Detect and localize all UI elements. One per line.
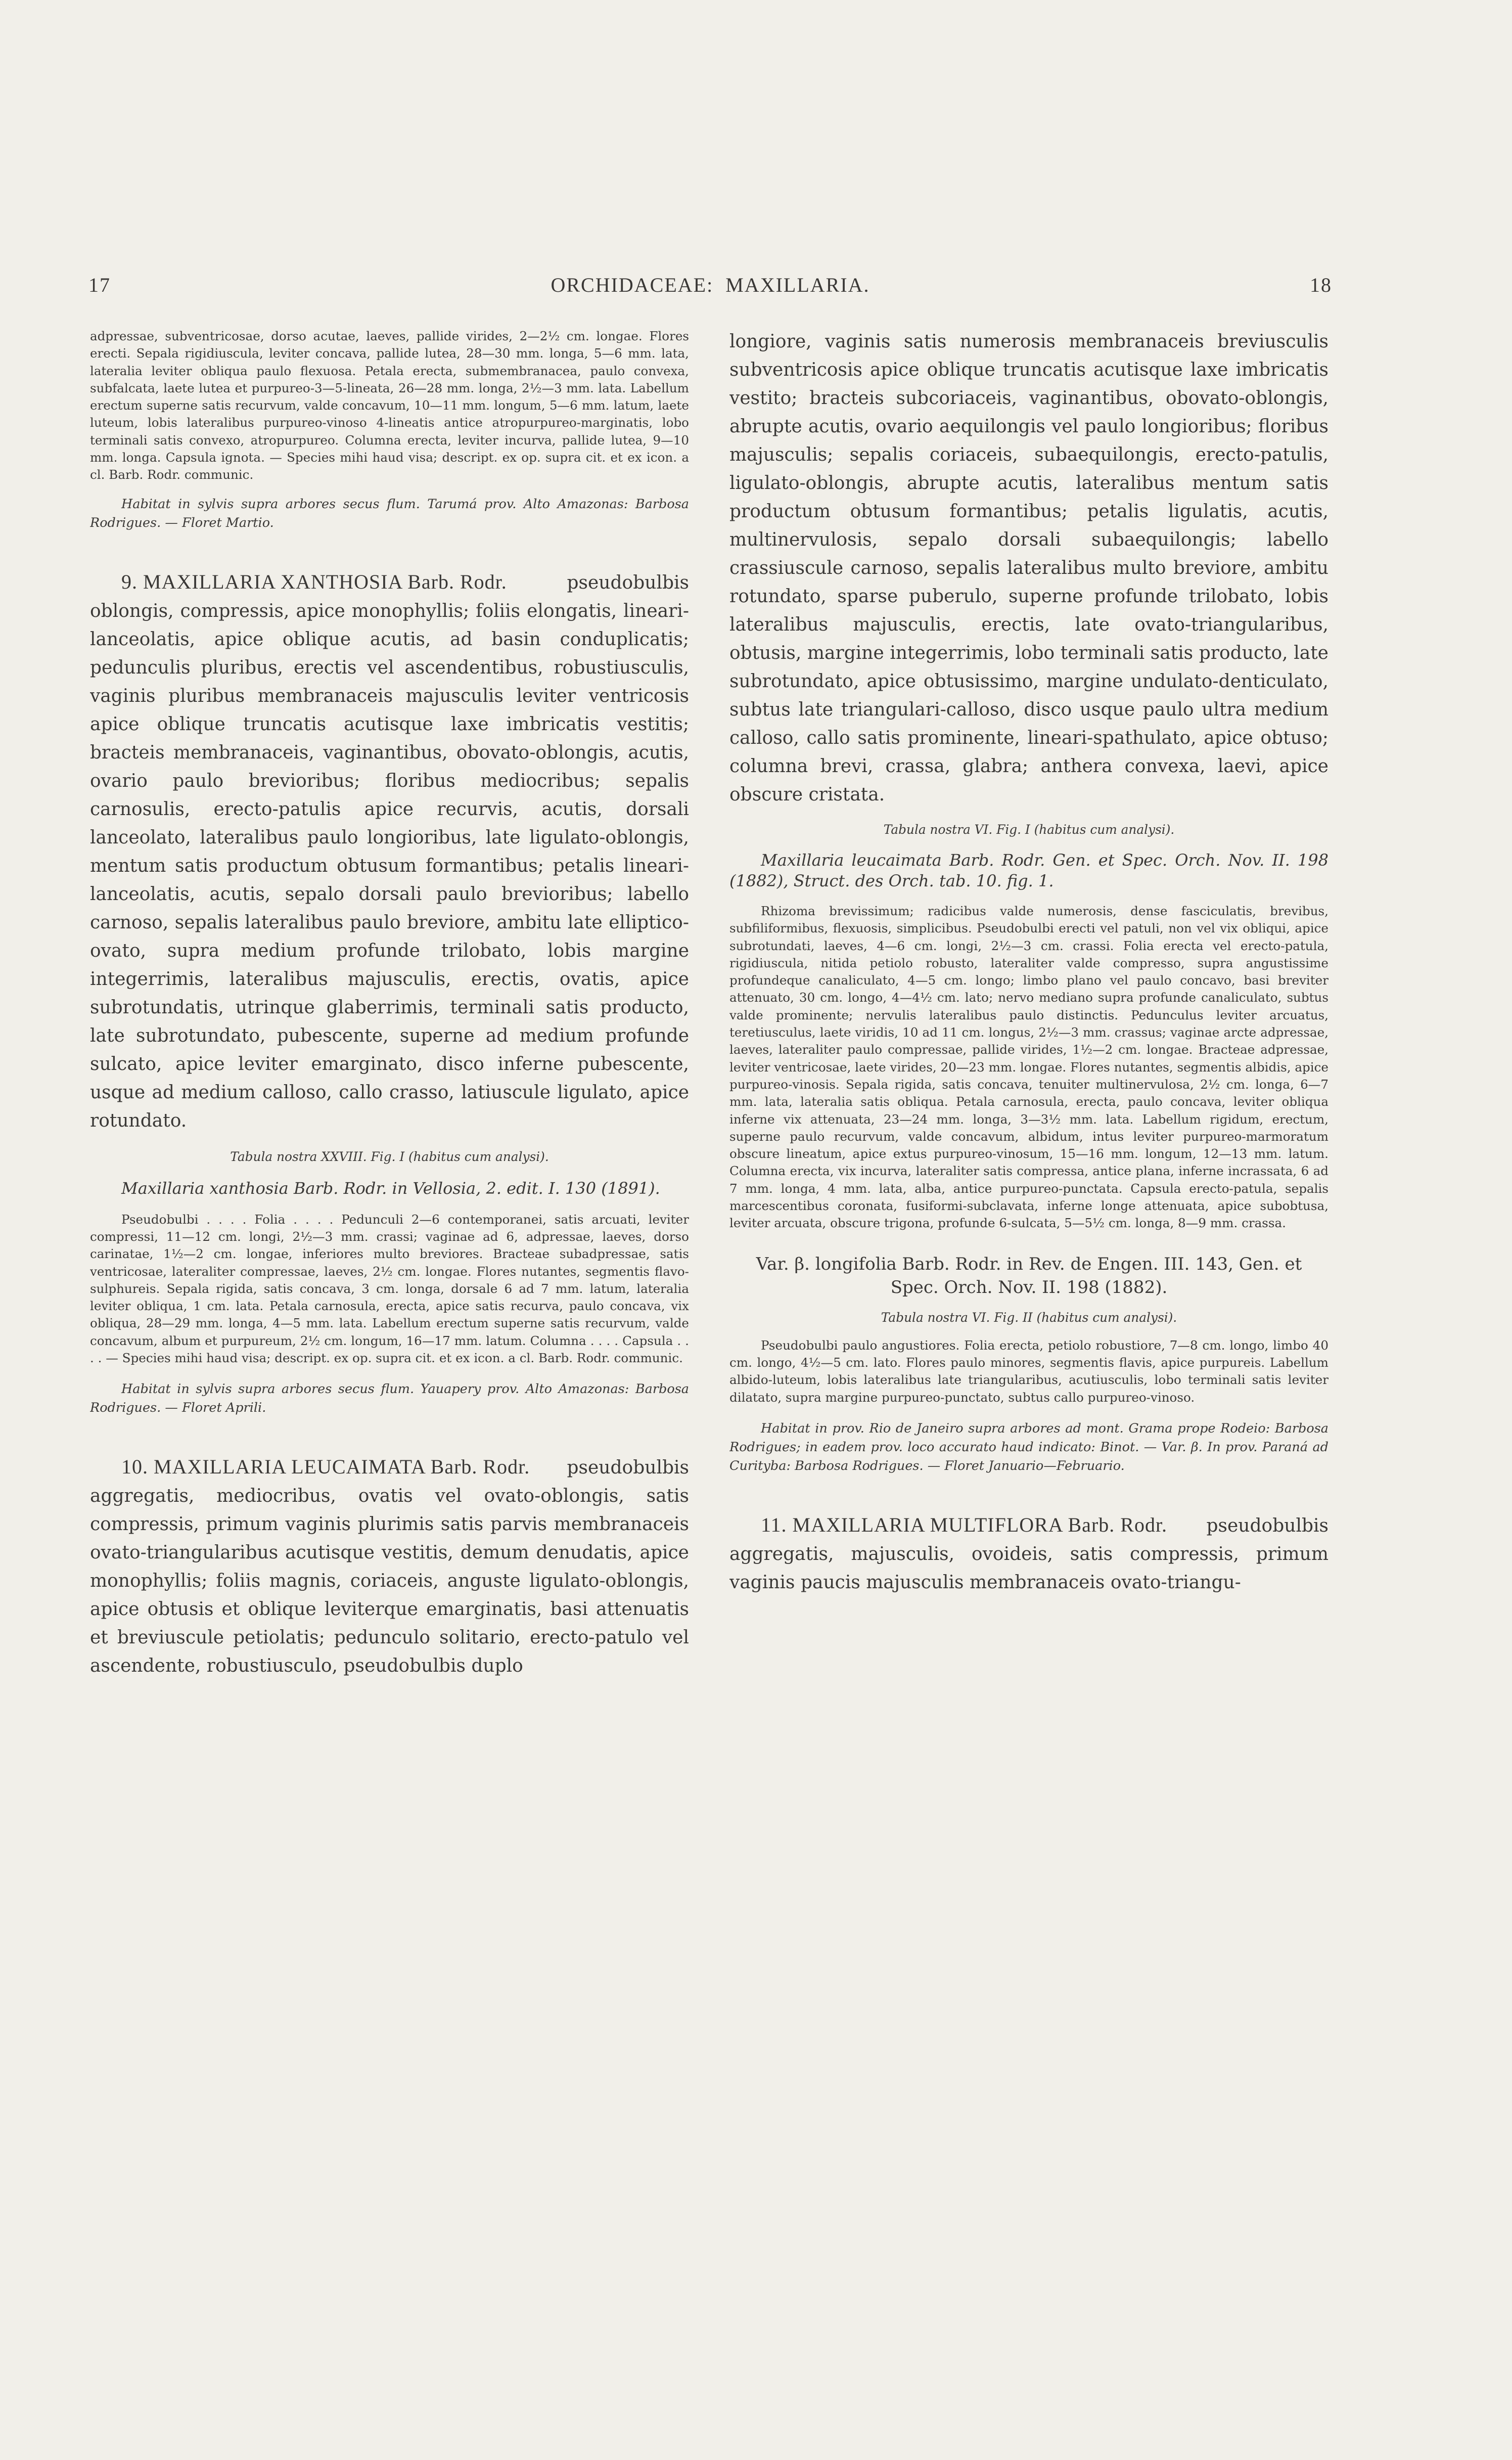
- running-title: [88, 273, 1332, 297]
- running-title-family: ORCHIDACEAE:: [551, 274, 714, 296]
- species-11-diagnosis: pseudobulbis aggregatis, majusculis, ovoideis, satis compressis, primum vaginis paucis majusculis membranaceis ovato-triangu-: [729, 1515, 1328, 1593]
- species-11-heading: 11. MAXILLARIA MULTIFLORA Barb. Rodr.: [761, 1513, 1168, 1536]
- species-10-plate-ref: Tabula nostra VI. Fig. I (habitus cum analysi).: [883, 822, 1175, 837]
- species-9-diagnosis: pseudobulbis oblongis, compressis, apice monophyllis; foliis elongatis, lineari-lanceolatis, apice oblique acutis, ad basin conduplicatis; pedunculis pluribus, erectis vel ascendentibus, robustiusculis, vaginis pluribus membranaceis majusculis leviter ventricosis apice oblique truncatis acutisque laxe imbricatis vestitis; bracteis membranaceis, vaginantibus, obovato-oblongis, acutis, ovario paulo brevioribus; floribus mediocribus; sepalis carnosulis, erecto-patulis apice recurvis, acutis, dorsali lanceolato, lateralibus paulo longioribus, late ligulato-oblongis, mentum satis productum obtusum formantibus; petalis lineari-lanceolatis, acutis, sepalo dorsali paulo brevioribus; labello carnoso, sepalis lateralibus paulo breviore, ambitu late elliptico-ovato, supra medium profunde trilobato, lobis margine integerrimis, lateralibus majusculis, erectis, ovatis, apice subrotundatis, utrinque glaberrimis, terminali satis producto, late subrotundato, pubescente, superne ad medium profunde sulcato, apice leviter emarginato, disco inferne pubescente, usque ad medium calloso, callo crasso, latiuscule ligulato, apice rotundato.: [90, 572, 689, 1131]
- species-9-plate-ref: Tabula nostra XXVIII. Fig. I (habitus cum analysi).: [230, 1149, 549, 1164]
- species-10-heading: 10. MAXILLARIA LEUCAIMATA Barb. Rodr.: [121, 1455, 530, 1479]
- running-header: [88, 273, 1332, 314]
- variety-citation: Var. β. longifolia Barb. Rodr. in Rev. de Engen. III. 143, Gen. et Spec. Orch. Nov. II. 198 (1882).: [756, 1254, 1302, 1298]
- species-10-diagnosis: pseudobulbis aggregatis, mediocribus, ovatis vel ovato-oblongis, satis compressis, primum vaginis plurimis satis parvis membranaceis ovato-triangularibus acutisque vestitis, demum denudatis, apice monophyllis; foliis magnis, coriaceis, anguste ligulato-oblongis, apice obtusis et oblique leviterque emarginatis, basi attenuatis et breviuscule petiolatis; pedunculo solitario, erecto-patulo vel ascendente, robustiusculo, pseudobulbis duplo: [90, 1457, 689, 1677]
- page-number-left: 17: [88, 274, 111, 296]
- species-9-entry: [90, 568, 689, 1135]
- species-10-habitat: Habitat in prov. Rio de Janeiro supra arbores ad mont. Grama prope Rodeio: Barbosa Rodrigues; in eadem prov. loco accurato haud indicato: Binot. — Var. β. In prov. Paraná ad Curityba: Barbosa Rodrigues. — Floret Januario—Februario.: [729, 1420, 1328, 1473]
- variety-plate-ref: Tabula nostra VI. Fig. II (habitus cum analysi).: [881, 1310, 1177, 1325]
- running-title-genus: MAXILLARIA.: [725, 274, 870, 296]
- species-10-description: Rhizoma brevissimum; radicibus valde numerosis, dense fasciculatis, brevibus, subfiliformibus, flexuosis, simplicibus. Pseudobulbi erecti vel patuli, non vel vix obliqui, apice subrotundati, laeves, 4—6 cm. longi, 2½—3 cm. crassi. Folia erecta vel erecto-patula, rigidiuscula, nitida petiolo robusto, lateraliter valde compresso, supra angustissime profundeque canaliculato, 4—5 cm. longo; limbo plano vel paulo concavo, basi breviter attenuato, 30 cm. longo, 4—4½ cm. lato; nervo mediano supra profunde canaliculato, subtus valde prominente; nervulis lateralibus paulo distinctis. Pedunculus leviter arcuatus, teretiusculus, laete viridis, 10 ad 11 cm. longus, 2½—3 mm. crassus; vaginae arcte adpressae, laeves, lateraliter paulo compressae, pallide virides, 1½—2 cm. longae. Bracteae adpressae, leviter ventricosae, laete virides, 20—23 mm. longae. Flores nutantes, segmentis albidis, apice purpureo-vinosis. Sepala rigida, satis concava, tenuiter multinervulosa, 2½ cm. longa, 6—7 mm. lata, lateralia satis obliqua. Petala carnosula, erecta, paulo concava, leviter obliqua inferne vix attenuata, 23—24 mm. longa, 3—3½ mm. lata. Labellum rigidum, erectum, superne paulo recurvum, valde concavum, albidum, intus leviter purpureo-marmoratum obscure lineatum, apice extus purpureo-vinosum, 15—16 mm. longum, 12—13 mm. latum. Columna erecta, vix incurva, lateraliter satis compressa, antice plana, inferne incrassata, 6 ad 7 mm. longa, 4 mm. lata, alba, antice purpureo-punctata. Capsula erecto-patula, sepalis marcescentibus coronata, fusiformi-subclavata, inferne longe attenuata, apice subobtusa, leviter arcuata, obscure trigona, profunde 6-sulcata, 5—5½ cm. longa, 8—9 mm. crassa.: [729, 904, 1328, 1231]
- species-11-entry: [729, 1511, 1328, 1597]
- species-9-citation: Maxillaria xanthosia Barb. Rodr. in Vellosia, 2. edit. I. 130 (1891).: [121, 1178, 660, 1198]
- species-10-diagnosis-continued: longiore, vaginis satis numerosis membranaceis breviusculis subventricosis apice oblique truncatis acutisque laxe imbricatis vestito; bracteis subcoriaceis, vaginantibus, obovato-oblongis, abrupte acutis, ovario aequilongis vel paulo longioribus; floribus majusculis; sepalis coriaceis, subaequilongis, erecto-patulis, ligulato-oblongis, abrupte acutis, lateralibus mentum satis productum obtusum formantibus; petalis ligulatis, acutis, multinervulosis, sepalo dorsali subaequilongis; labello crassiuscule carnoso, sepalis lateralibus multo breviore, ambitu rotundato, sparse puberulo, superne profunde trilobato, lobis lateralibus majusculis, erectis, late ovato-triangularibus, obtusis, margine integerrimis, lobo terminali satis producto, late subrotundato, apice obtusissimo, margine undulato-denticulato, subtus late triangulari-calloso, disco usque paulo ultra medium calloso, callo satis prominente, lineari-spathulato, apice obtuso; columna brevi, crassa, glabra; anthera convexa, laevi, apice obscure cristata.: [729, 331, 1328, 805]
- continued-description: adpressae, subventricosae, dorso acutae, laeves, pallide virides, 2—2½ cm. longae. Flores erecti. Sepala rigidiuscula, leviter concava, pallide lutea, 28—30 mm. longa, 5—6 mm. lata, lateralia leviter obliqua paulo flexuosa. Petala erecta, submembranacea, paulo convexa, subfalcata, laete lutea et purpureo-3—5-lineata, 26—28 mm. longa, 2½—3 mm. lata. Labellum erectum superne satis recurvum, valde concavum, 10—11 mm. longum, 5—6 mm. latum, laete luteum, lobis lateralibus purpureo-vinoso 4-lineatis antice atropurpureo-marginatis, lobo terminali satis convexo, atropurpureo. Columna erecta, leviter incurva, pallide lutea, 9—10 mm. longa. Capsula ignota. — Species mihi haud visa; descript. ex op. supra cit. et ex icon. a cl. Barb. Rodr. communic.: [90, 329, 689, 482]
- right-column: [729, 328, 1328, 2411]
- species-9-heading: 9. MAXILLARIA XANTHOSIA Barb. Rodr.: [121, 570, 507, 593]
- species-9-habitat: Habitat in sylvis supra arbores secus flum. Yauapery prov. Alto Amazonas: Barbosa Rodrigues. — Floret Aprili.: [90, 1381, 689, 1416]
- page-number-right: 18: [1310, 274, 1332, 296]
- species-10-entry: [90, 1453, 689, 1680]
- variety-description: Pseudobulbi paulo angustiores. Folia erecta, petiolo robustiore, 7—8 cm. longo, limbo 40 cm. longo, 4½—5 cm. lato. Flores paulo minores, segmentis flavis, apice purpureis. Labellum albido-luteum, lobis lateralibus late triangularibus, acutiusculis, lobo terminali satis leviter dilatato, supra margine purpureo-punctato, subtus callo purpureo-vinoso.: [729, 1337, 1328, 1405]
- left-column: [90, 328, 689, 2411]
- habitat-note: Habitat in sylvis supra arbores secus flum. Tarumá prov. Alto Amazonas: Barbosa Rodrigues. — Floret Martio.: [90, 496, 689, 530]
- species-10-citation: Maxillaria leucaimata Barb. Rodr. Gen. et Spec. Orch. Nov. II. 198 (1882), Struct. des Orch. tab. 10. fig. 1.: [729, 851, 1328, 890]
- species-9-description: Pseudobulbi . . . . Folia . . . . Pedunculi 2—6 contemporanei, satis arcuati, leviter compressi, 11—12 cm. longi, 2½—3 mm. crassi; vaginae ad 6, adpressae, laeves, dorso carinatae, 1½—2 cm. longae, inferiores multo breviores. Bracteae subadpressae, satis ventricosae, lateraliter compressae, laeves, 2½ cm. longae. Flores nutantes, segmentis flavo-sulphureis. Sepala rigida, satis concava, 3 cm. longa, dorsale 6 ad 7 mm. latum, lateralia leviter obliqua, 1 cm. lata. Petala carnosula, erecta, apice satis recurva, paulo concava, vix obliqua, 28—29 mm. longa, 4—5 mm. lata. Labellum erectum superne satis recurvum, valde concavum, album et purpureum, 2½ cm. longum, 16—17 mm. latum. Columna . . . . Capsula . . . . — Species mihi haud visa; descript. ex op. supra cit. et ex icon. a cl. Barb. Rodr. communic.: [90, 1212, 689, 1366]
